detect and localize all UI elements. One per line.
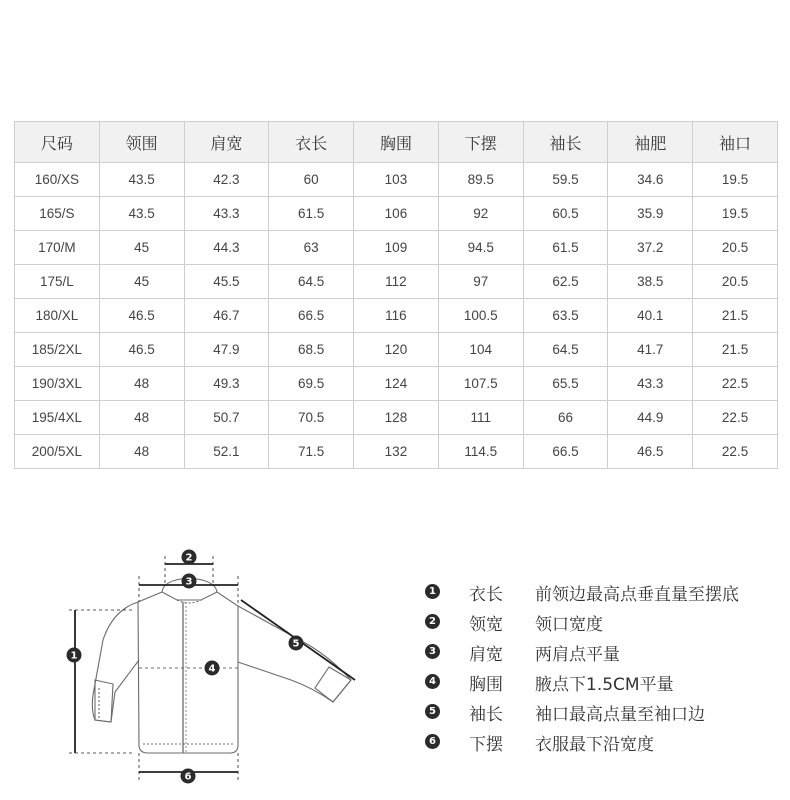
- number-badge: 1: [425, 584, 440, 599]
- svg-text:1: 1: [70, 650, 78, 662]
- measurement-cell: 64.5: [523, 333, 608, 367]
- legend-term: 肩宽: [469, 645, 503, 665]
- size-cell: 195/4XL: [15, 401, 100, 435]
- measurement-cell: 45: [99, 265, 184, 299]
- header-cell: 袖长: [523, 122, 608, 163]
- legend-term: 领宽: [469, 615, 503, 635]
- measurement-cell: 48: [99, 435, 184, 469]
- measurement-cell: 43.3: [608, 367, 693, 401]
- measurement-cell: 100.5: [438, 299, 523, 333]
- measurement-cell: 94.5: [438, 231, 523, 265]
- measurement-cell: 124: [354, 367, 439, 401]
- measurement-cell: 38.5: [608, 265, 693, 299]
- svg-text:6: 6: [184, 771, 192, 783]
- size-cell: 180/XL: [15, 299, 100, 333]
- header-cell: 下摆: [438, 122, 523, 163]
- measurement-cell: 48: [99, 367, 184, 401]
- measurement-cell: 44.3: [184, 231, 269, 265]
- measurement-cell: 21.5: [693, 299, 778, 333]
- marker-1: [67, 648, 82, 663]
- legend-item: [425, 608, 785, 638]
- size-cell: 165/S: [15, 197, 100, 231]
- measurement-cell: 103: [354, 163, 439, 197]
- header-cell: 肩宽: [184, 122, 269, 163]
- measurement-cell: 50.7: [184, 401, 269, 435]
- measurement-cell: 19.5: [693, 163, 778, 197]
- table-body: [15, 163, 778, 469]
- measurement-cell: 46.5: [99, 299, 184, 333]
- number-badge: 3: [425, 644, 440, 659]
- measurement-cell: 109: [354, 231, 439, 265]
- measurement-cell: 120: [354, 333, 439, 367]
- measurement-cell: 52.1: [184, 435, 269, 469]
- measurement-cell: 47.9: [184, 333, 269, 367]
- legend-item: [425, 668, 785, 698]
- measurement-cell: 43.3: [184, 197, 269, 231]
- table-header-row: [15, 122, 778, 163]
- legend-item: [425, 728, 785, 758]
- legend-term: 袖长: [469, 705, 503, 725]
- measurement-cell: 107.5: [438, 367, 523, 401]
- header-cell: 袖口: [693, 122, 778, 163]
- size-cell: 200/5XL: [15, 435, 100, 469]
- measurement-cell: 20.5: [693, 265, 778, 299]
- measurement-cell: 69.5: [269, 367, 354, 401]
- measurement-cell: 68.5: [269, 333, 354, 367]
- measurement-cell: 104: [438, 333, 523, 367]
- jacket-measurement-diagram: [55, 540, 375, 795]
- marker-4: [205, 661, 220, 676]
- measurement-cell: 42.3: [184, 163, 269, 197]
- diagram-markers: [67, 550, 304, 784]
- measurement-cell: 21.5: [693, 333, 778, 367]
- size-cell: 175/L: [15, 265, 100, 299]
- measurement-cell: 37.2: [608, 231, 693, 265]
- measurement-cell: 66.5: [269, 299, 354, 333]
- table-row: [15, 333, 778, 367]
- legend-description: 领口宽度: [535, 615, 603, 635]
- legend-description: 两肩点平量: [535, 645, 620, 665]
- measurement-cell: 62.5: [523, 265, 608, 299]
- measurement-cell: 89.5: [438, 163, 523, 197]
- legend-term: 下摆: [469, 735, 503, 755]
- measurement-cell: 43.5: [99, 197, 184, 231]
- number-badge: 6: [425, 734, 440, 749]
- legend-term: 胸围: [469, 675, 503, 695]
- table-row: [15, 163, 778, 197]
- marker-2: [182, 550, 197, 565]
- measurement-cell: 43.5: [99, 163, 184, 197]
- measurement-cell: 132: [354, 435, 439, 469]
- header-cell: 袖肥: [608, 122, 693, 163]
- size-cell: 160/XS: [15, 163, 100, 197]
- measurement-cell: 116: [354, 299, 439, 333]
- measurement-cell: 59.5: [523, 163, 608, 197]
- marker-3: [182, 574, 197, 589]
- number-badge: 5: [425, 704, 440, 719]
- measurement-cell: 41.7: [608, 333, 693, 367]
- measurement-cell: 35.9: [608, 197, 693, 231]
- measurement-cell: 22.5: [693, 367, 778, 401]
- legend-description: 前领边最高点垂直量至摆底: [535, 585, 739, 605]
- measurement-cell: 46.5: [99, 333, 184, 367]
- measurement-cell: 66.5: [523, 435, 608, 469]
- measurement-cell: 20.5: [693, 231, 778, 265]
- measurement-cell: 60: [269, 163, 354, 197]
- svg-text:2: 2: [185, 552, 193, 564]
- measurement-cell: 60.5: [523, 197, 608, 231]
- measurement-cell: 63.5: [523, 299, 608, 333]
- table-row: [15, 435, 778, 469]
- measurement-cell: 70.5: [269, 401, 354, 435]
- measurement-cell: 19.5: [693, 197, 778, 231]
- table-row: [15, 265, 778, 299]
- size-chart-table: [14, 121, 778, 469]
- measurement-cell: 128: [354, 401, 439, 435]
- svg-text:5: 5: [292, 638, 300, 650]
- legend-item: [425, 638, 785, 668]
- table-row: [15, 367, 778, 401]
- header-cell: 领围: [99, 122, 184, 163]
- measurement-cell: 45: [99, 231, 184, 265]
- table-row: [15, 299, 778, 333]
- size-cell: 185/2XL: [15, 333, 100, 367]
- measurement-cell: 65.5: [523, 367, 608, 401]
- measurement-cell: 46.5: [608, 435, 693, 469]
- size-cell: 190/3XL: [15, 367, 100, 401]
- header-cell: 尺码: [15, 122, 100, 163]
- legend-description: 腋点下1.5CM平量: [535, 675, 674, 695]
- measurement-cell: 49.3: [184, 367, 269, 401]
- legend-description: 衣服最下沿宽度: [535, 735, 654, 755]
- measurement-cell: 97: [438, 265, 523, 299]
- measurement-cell: 61.5: [523, 231, 608, 265]
- measurement-cell: 45.5: [184, 265, 269, 299]
- marker-6: [181, 769, 196, 784]
- measurement-cell: 44.9: [608, 401, 693, 435]
- measurement-cell: 106: [354, 197, 439, 231]
- measurement-legend: [425, 578, 785, 758]
- marker-5: [289, 636, 304, 651]
- table-row: [15, 401, 778, 435]
- number-badge: 4: [425, 674, 440, 689]
- legend-term: 衣长: [469, 585, 503, 605]
- svg-text:3: 3: [185, 576, 193, 588]
- svg-text:4: 4: [208, 663, 216, 675]
- jacket-outline: [92, 578, 351, 753]
- measurement-cell: 34.6: [608, 163, 693, 197]
- table-row: [15, 197, 778, 231]
- measurement-cell: 64.5: [269, 265, 354, 299]
- measurement-cell: 22.5: [693, 401, 778, 435]
- legend-item: [425, 578, 785, 608]
- legend-item: [425, 698, 785, 728]
- measurement-cell: 61.5: [269, 197, 354, 231]
- measurement-cell: 46.7: [184, 299, 269, 333]
- size-cell: 170/M: [15, 231, 100, 265]
- header-cell: 衣长: [269, 122, 354, 163]
- header-cell: 胸围: [354, 122, 439, 163]
- legend-description: 袖口最高点量至袖口边: [535, 705, 705, 725]
- measurement-cell: 92: [438, 197, 523, 231]
- measurement-cell: 63: [269, 231, 354, 265]
- measurement-cell: 66: [523, 401, 608, 435]
- measurement-cell: 48: [99, 401, 184, 435]
- measurement-cell: 40.1: [608, 299, 693, 333]
- measurement-cell: 112: [354, 265, 439, 299]
- measurement-cell: 71.5: [269, 435, 354, 469]
- number-badge: 2: [425, 614, 440, 629]
- measurement-cell: 22.5: [693, 435, 778, 469]
- measurement-cell: 111: [438, 401, 523, 435]
- table-row: [15, 231, 778, 265]
- measurement-cell: 114.5: [438, 435, 523, 469]
